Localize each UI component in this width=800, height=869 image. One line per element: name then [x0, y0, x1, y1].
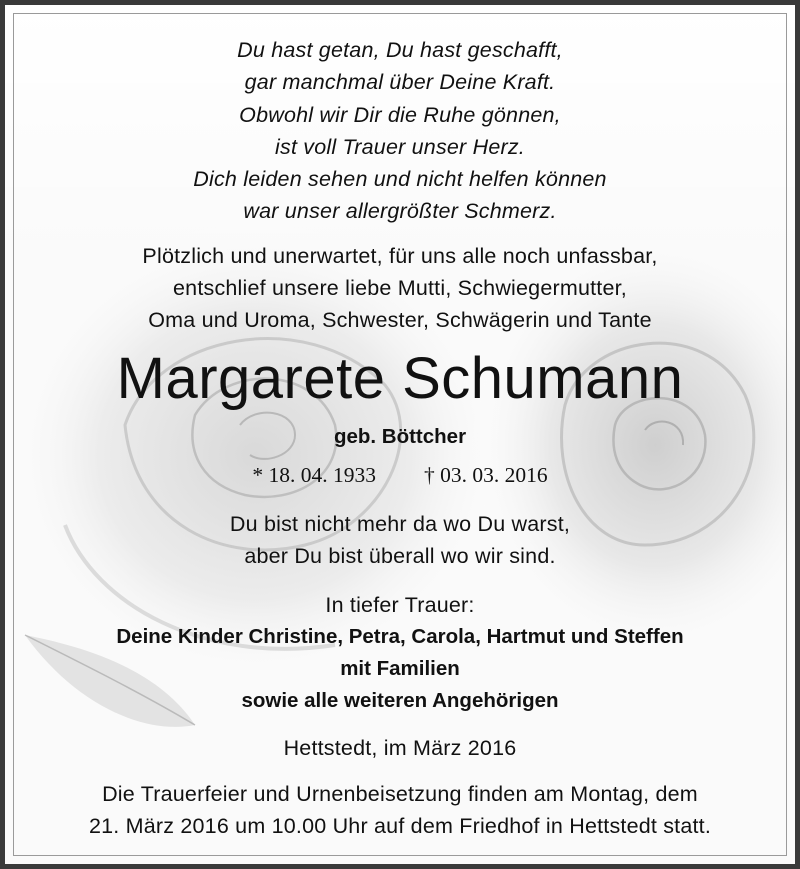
life-dates	[5, 463, 795, 488]
ceremony-line: 21. März 2016 um 10.00 Uhr auf dem Friedhof in Hettstedt statt.	[88, 814, 712, 838]
intro-line: Plötzlich und unerwartet, für uns alle noch unfassbar,	[142, 244, 658, 268]
mourners-line: Deine Kinder Christine, Petra, Carola, Hartmut und Steffen	[116, 625, 684, 648]
poem-line: gar manchmal über Deine Kraft.	[244, 70, 556, 94]
mourning-intro: In tiefer Trauer:	[325, 593, 475, 617]
poem-line: Dich leiden sehen und nicht helfen können	[193, 167, 607, 191]
intro-line: entschlief unsere liebe Mutti, Schwiegermutter,	[173, 276, 627, 300]
verse-line: aber Du bist überall wo wir sind.	[244, 544, 556, 568]
death-date: † 03. 03. 2016	[424, 463, 548, 487]
intro-line: Oma und Uroma, Schwester, Schwägerin und Tante	[148, 308, 652, 332]
obituary-text	[5, 5, 795, 864]
maiden-name: geb. Böttcher	[333, 425, 467, 448]
poem-line: ist voll Trauer unser Herz.	[275, 135, 525, 159]
poem-line: war unser allergrößter Schmerz.	[243, 199, 557, 223]
ceremony-line: Die Trauerfeier und Urnenbeisetzung finden am Montag, dem	[102, 782, 698, 806]
birth-date: * 18. 04. 1933	[252, 463, 376, 487]
poem-line: Obwohl wir Dir die Ruhe gönnen,	[239, 103, 561, 127]
mourners-line: mit Familien	[340, 657, 460, 680]
deceased-name: Margarete Schumann	[116, 346, 684, 411]
place-date: Hettstedt, im März 2016	[283, 736, 517, 760]
mourners-line: sowie alle weiteren Angehörigen	[241, 689, 559, 712]
verse-line: Du bist nicht mehr da wo Du warst,	[229, 512, 571, 536]
poem-line: Du hast getan, Du hast geschafft,	[237, 38, 563, 62]
